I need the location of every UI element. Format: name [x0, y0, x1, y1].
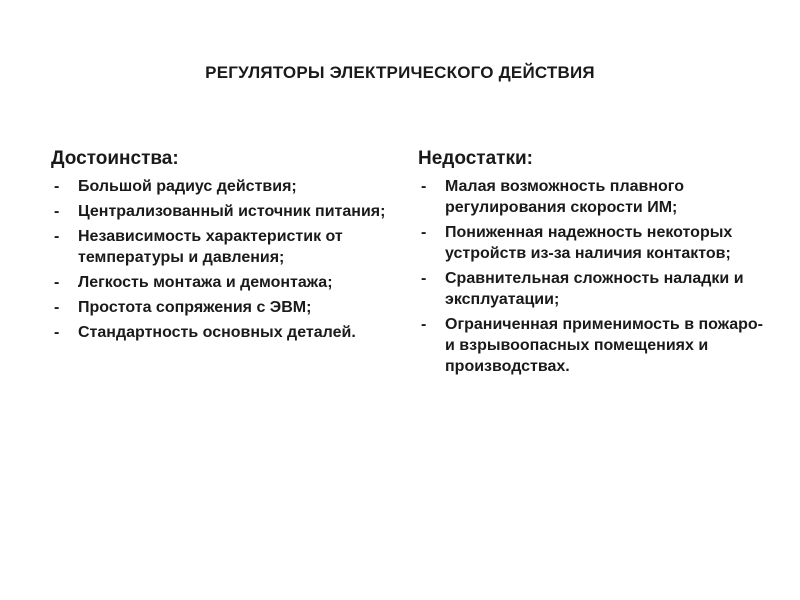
list-item-text: Малая возможность плавного регулирования скорости ИМ; [445, 178, 685, 216]
bullet-dash: - [421, 178, 427, 195]
list-item [418, 222, 768, 264]
list-item [51, 322, 396, 343]
bullet-dash: - [54, 203, 60, 220]
slide-title: РЕГУЛЯТОРЫ ЭЛЕКТРИЧЕСКОГО ДЕЙСТВИЯ [205, 63, 595, 82]
list-item-text: Сравнительная сложность наладки и эксплуатации; [445, 270, 744, 308]
list-item [51, 201, 396, 222]
list-item [418, 268, 768, 310]
list-item [51, 272, 396, 293]
advantages-heading: Достоинства: [51, 148, 179, 169]
list-item-text: Большой радиус действия; [78, 178, 297, 195]
list-item-text: Независимость характеристик от температуры и давления; [78, 228, 343, 266]
list-item-text: Простота сопряжения с ЭВМ; [78, 299, 312, 316]
list-item [418, 176, 768, 218]
list-item [51, 226, 396, 268]
advantages-list [51, 176, 396, 343]
bullet-dash: - [421, 270, 427, 287]
disadvantages-column [418, 147, 768, 381]
bullet-dash: - [54, 228, 60, 245]
disadvantages-heading: Недостатки: [418, 148, 533, 169]
bullet-dash: - [54, 274, 60, 291]
list-item-text: Стандартность основных деталей. [78, 324, 356, 341]
list-item [418, 314, 768, 377]
bullet-dash: - [54, 324, 60, 341]
list-item [51, 297, 396, 318]
list-item-text: Легкость монтажа и демонтажа; [78, 274, 333, 291]
bullet-dash: - [421, 316, 427, 333]
advantages-column [51, 147, 396, 347]
list-item [51, 176, 396, 197]
list-item-text: Централизованный источник питания; [78, 203, 386, 220]
bullet-dash: - [54, 299, 60, 316]
list-item-text: Ограниченная применимость в пожаро- и взрывоопасных помещениях и производствах. [445, 316, 764, 375]
disadvantages-list [418, 176, 768, 377]
list-item-text: Пониженная надежность некоторых устройств из-за наличия контактов; [445, 224, 733, 262]
bullet-dash: - [421, 224, 427, 241]
bullet-dash: - [54, 178, 60, 195]
